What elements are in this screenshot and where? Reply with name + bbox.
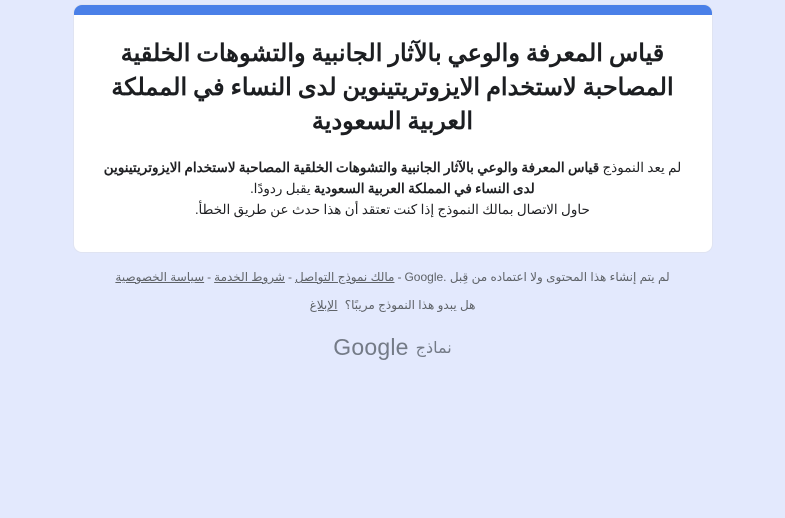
google-forms-logo	[0, 334, 785, 360]
disclaimer-text: لم يتم إنشاء هذا المحتوى ولا اعتماده من قِبل Google.‎	[404, 270, 670, 284]
report-question-text: هل يبدو هذا النموذج مريبًا؟	[344, 298, 476, 312]
form-title: قياس المعرفة والوعي بالآثار الجانبية والتشوهات الخلقية المصاحبة لاستخدام الايزوتريتينوين لدى النساء في المملكة العربية السعودية	[111, 41, 674, 135]
footer-separator: -	[287, 270, 292, 284]
google-wordmark: Google	[333, 334, 409, 360]
forms-wordmark: نماذج	[415, 340, 452, 357]
page-footer	[0, 269, 785, 359]
report-abuse-link[interactable]: الإبلاغ	[309, 298, 338, 312]
closed-message-suffix: يقبل ردودًا.	[250, 181, 315, 196]
closed-message-prefix: لم يعد النموذج	[599, 160, 682, 175]
footer-report-line	[0, 297, 785, 313]
terms-of-service-link[interactable]: شروط الخدمة	[214, 270, 285, 284]
closed-message-form-name: قياس المعرفة والوعي بالآثار الجانبية والتشوهات الخلقية المصاحبة لاستخدام الايزوتريتينوين لدى النساء في المملكة العربية السعودية	[103, 160, 600, 196]
form-accent-bar	[74, 5, 712, 15]
contact-owner-hint: حاول الاتصال بمالك النموذج إذا كنت تعتقد أن هذا حدث عن طريق الخطأ.	[195, 202, 590, 217]
footer-separator: -	[397, 270, 402, 284]
form-closed-message	[104, 157, 682, 199]
footer-separator: -	[207, 270, 212, 284]
form-card-content	[74, 15, 712, 252]
privacy-policy-link[interactable]: سياسة الخصوصية	[115, 270, 205, 284]
contact-form-owner-link[interactable]: مالك نموذج التواصل	[294, 270, 395, 284]
footer-disclaimer-line	[0, 269, 785, 285]
form-card	[73, 4, 713, 253]
